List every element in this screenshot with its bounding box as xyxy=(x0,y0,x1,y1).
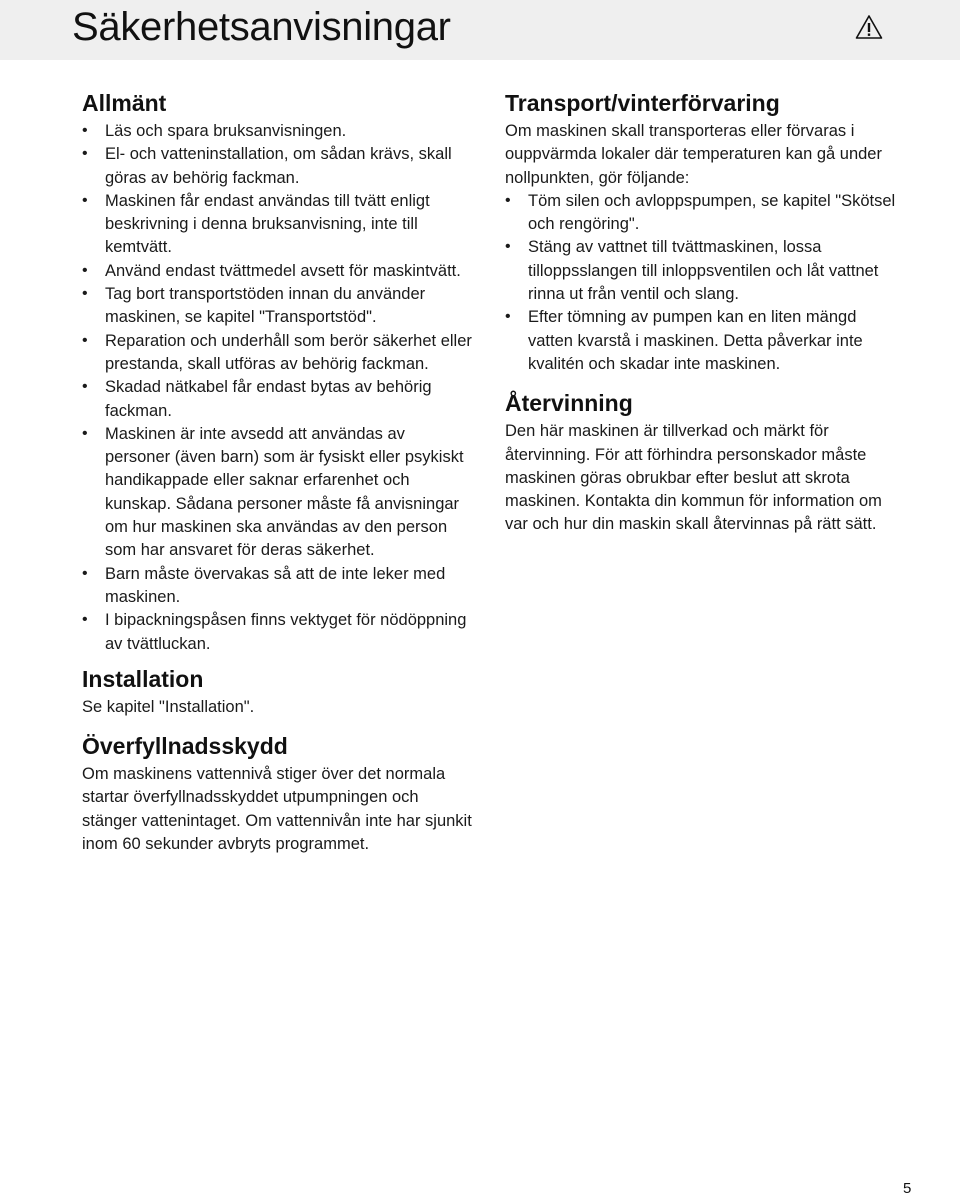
recycling-heading: Återvinning xyxy=(505,390,633,417)
list-item: • Barn måste övervakas så att de inte leker med maskinen. xyxy=(82,563,472,610)
list-item: • Efter tömning av pumpen kan en liten mängd vatten kvarstå i maskinen. Detta påverkar inte kvalitén och skadar inte maskinen. xyxy=(505,306,900,376)
section-overflow-protection xyxy=(82,731,472,856)
overflow-text: Om maskinens vattennivå stiger över det normala startar överfyllnadsskyddet utpumpningen och stänger vattenintaget. Om vattennivån inte har sjunkit inom 60 sekunder avbryts programmet. xyxy=(82,765,472,854)
section-general xyxy=(82,88,472,656)
general-heading: Allmänt xyxy=(82,90,167,116)
section-transport xyxy=(505,88,900,376)
general-list xyxy=(82,120,472,656)
recycling-text: Den här maskinen är tillverkad och märkt för återvinning. För att förhindra personskador måste maskinen göras obrukbar efter beslut att skrota maskinen. Kontakta din kommun för information om var och hur din maskin skall återvinnas på rätt sätt. xyxy=(505,422,882,534)
page-title: Säkerhetsanvisningar xyxy=(72,5,451,49)
list-item: • Läs och spara bruksanvisningen. xyxy=(82,120,472,143)
transport-list xyxy=(505,190,900,376)
section-recycling xyxy=(505,388,900,536)
header-band xyxy=(0,0,960,60)
list-item: • Tag bort transportstöden innan du använder maskinen, se kapitel "Transportstöd". xyxy=(82,283,472,330)
installation-text: Se kapitel "Installation". xyxy=(82,697,255,716)
list-item: • Reparation och underhåll som berör säkerhet eller prestanda, skall utföras av behörig fackman. xyxy=(82,330,472,377)
list-item: • Maskinen får endast användas till tvätt enligt beskrivning i denna bruksanvisning, inte till kemtvätt. xyxy=(82,190,472,260)
list-item: • Stäng av vattnet till tvättmaskinen, lossa tilloppsslangen till inloppsventilen och låt vattnet rinna ut från ventil och slang. xyxy=(505,236,900,306)
section-installation xyxy=(82,664,472,719)
page-number: 5 xyxy=(903,1180,912,1197)
list-item: • Skadad nätkabel får endast bytas av behörig fackman. xyxy=(82,376,472,423)
installation-heading: Installation xyxy=(82,665,204,692)
list-item: • El- och vatteninstallation, om sådan krävs, skall göras av behörig fackman. xyxy=(82,143,472,190)
list-item: • Töm silen och avloppspumpen, se kapitel "Skötsel och rengöring". xyxy=(505,190,900,237)
list-item: • Maskinen är inte avsedd att användas av personer (även barn) som är fysiskt eller psykiskt handikappade eller saknar erfarenhet och kunskap. Sådana personer måste få anvisningar om hur maskinen ska användas av den person som har ansvaret för deras säkerhet. xyxy=(82,423,472,563)
warning-triangle-icon xyxy=(855,14,883,40)
transport-heading: Transport/vinterförvaring xyxy=(505,90,780,116)
right-column xyxy=(505,88,900,537)
overflow-heading: Överfyllnadsskydd xyxy=(82,733,288,760)
list-item: • Använd endast tvättmedel avsett för maskintvätt. xyxy=(82,260,472,283)
left-column xyxy=(82,88,472,856)
transport-intro: Om maskinen skall transporteras eller förvaras i ouppvärmda lokaler där temperaturen kan gå under nollpunkten, gör följande: xyxy=(505,122,882,187)
list-item: • I bipackningspåsen finns vektyget för nödöppning av tvättluckan. xyxy=(82,609,472,656)
